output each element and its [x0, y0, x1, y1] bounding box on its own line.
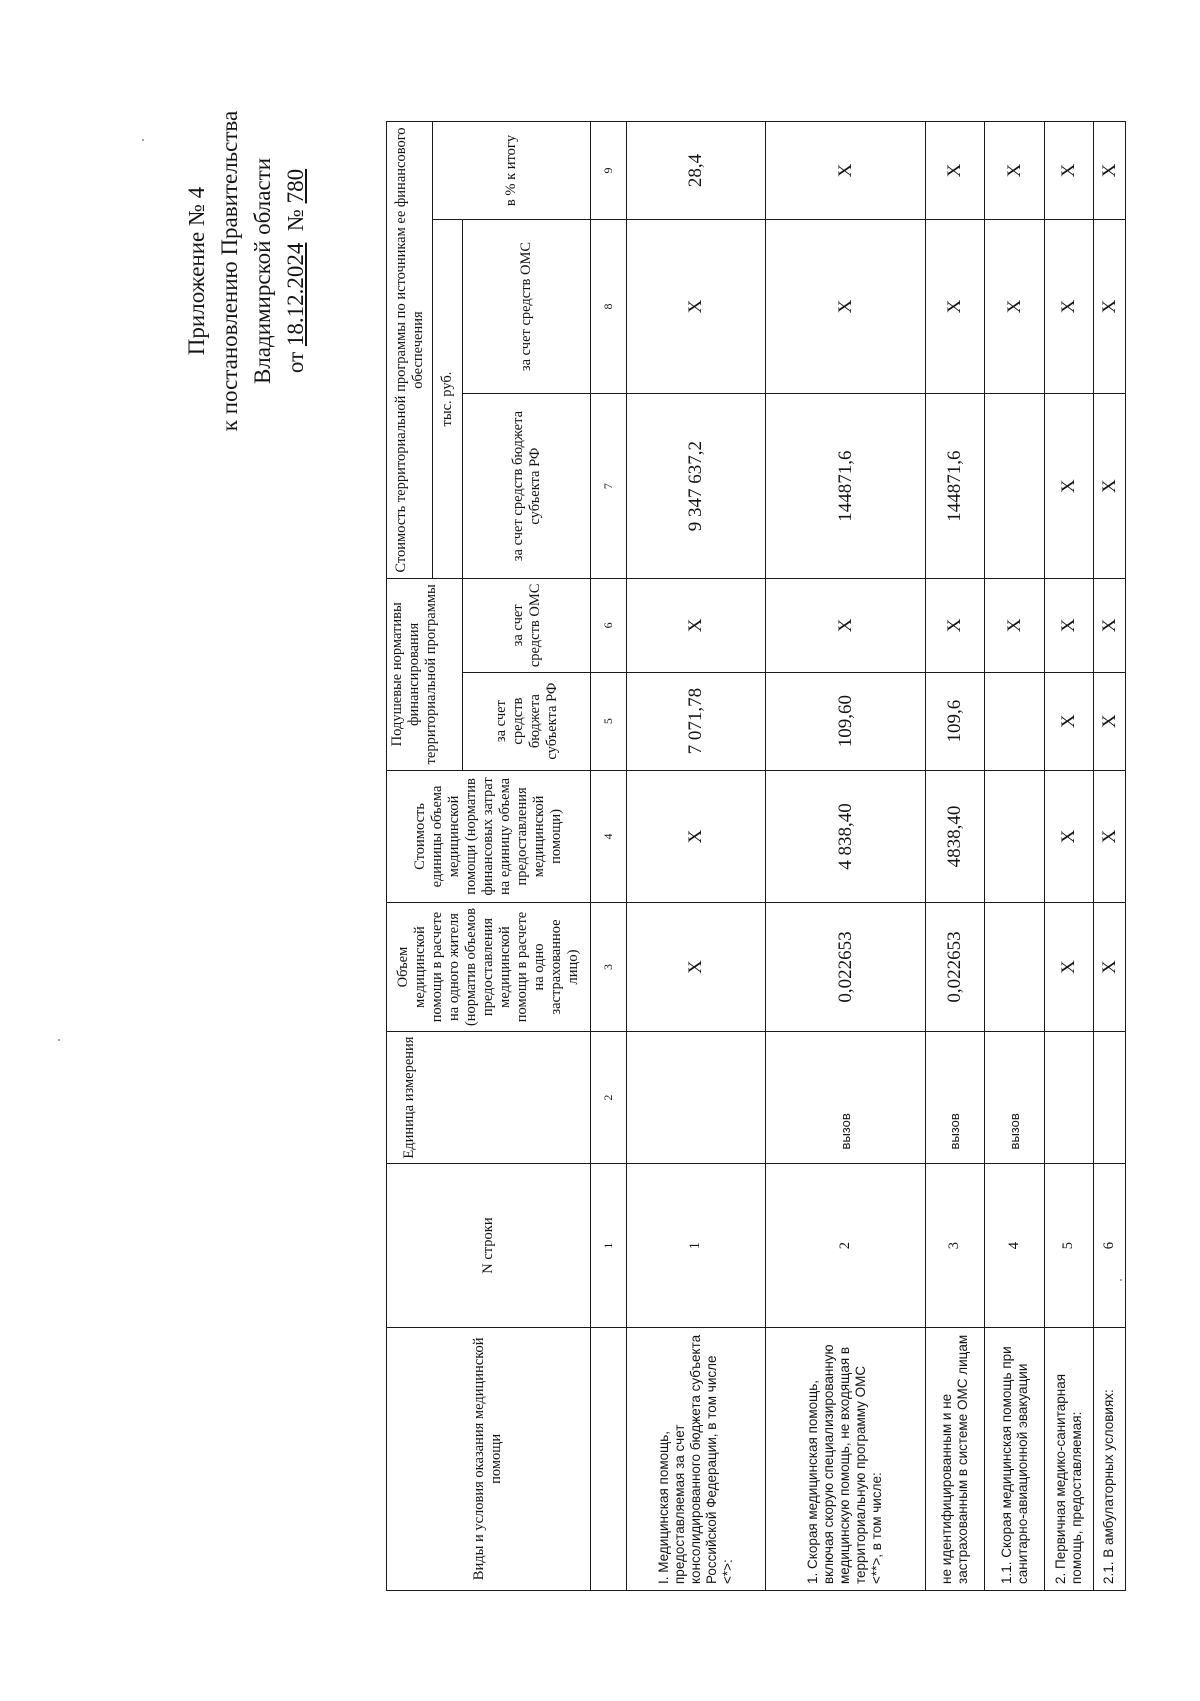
col-header-cost-oms: за счет средств ОМС	[463, 220, 590, 394]
row-per-capita-oms: X	[626, 579, 765, 673]
row-unit-cost: 4838,40	[925, 770, 985, 903]
row-cost-budget	[985, 394, 1045, 579]
table-row	[925, 122, 985, 1591]
row-number: 4	[985, 1164, 1045, 1327]
row-cost-budget: 144871,6	[925, 394, 985, 579]
col-header-thousand-rub: тыс. руб.	[432, 220, 463, 579]
col-header-row-number: N строки	[387, 1164, 591, 1327]
row-unit	[1044, 1031, 1093, 1164]
row-number: 6	[1093, 1164, 1125, 1327]
row-cost-oms: X	[925, 220, 985, 394]
row-number: 1	[626, 1164, 765, 1327]
document-header	[180, 11, 312, 531]
table-row	[1093, 122, 1125, 1591]
col-header-kind: Виды и условия оказания медицинской помощи	[387, 1327, 591, 1590]
row-percent: X	[1044, 122, 1093, 220]
row-percent: X	[765, 122, 925, 220]
row-per-capita-budget: 109,6	[925, 672, 985, 770]
col-header-unit-cost: Стоимость единицы объема медицинской помощи (норматив финансовых затрат на единицу объема предоставления медицинской помощи)	[387, 770, 591, 903]
row-unit: вызов	[985, 1031, 1045, 1164]
column-number: 7	[590, 394, 626, 579]
row-name: не идентифицированным и не застрахованным в системе ОМС лицам	[925, 1327, 985, 1590]
row-per-capita-oms: X	[1093, 579, 1125, 673]
row-unit	[626, 1031, 765, 1164]
row-volume: X	[1093, 903, 1125, 1031]
row-unit: вызов	[765, 1031, 925, 1164]
table-row	[626, 122, 765, 1591]
row-unit-cost	[985, 770, 1045, 903]
row-per-capita-budget	[985, 672, 1045, 770]
row-unit-cost: X	[1044, 770, 1093, 903]
row-volume	[985, 903, 1045, 1031]
scan-speck	[58, 1039, 60, 1041]
program-cost-table	[386, 121, 1126, 1591]
row-volume: X	[1044, 903, 1093, 1031]
row-percent: X	[1093, 122, 1125, 220]
column-number: 6	[590, 579, 626, 673]
row-cost-budget: X	[1044, 394, 1093, 579]
col-header-per-capita: Подушевые нормативы финансирования территориальной программы	[387, 579, 463, 771]
resolution-reference: к постановлению Правительства	[217, 110, 242, 432]
table-row	[765, 122, 925, 1591]
col-header-unit: Единица измерения	[387, 1031, 591, 1164]
row-cost-budget: 9 347 637,2	[626, 394, 765, 579]
column-number-row	[590, 122, 626, 1591]
row-percent: X	[985, 122, 1045, 220]
row-number: 5	[1044, 1164, 1093, 1327]
column-number: 9	[590, 122, 626, 220]
row-cost-budget: X	[1093, 394, 1125, 579]
column-number-blank	[590, 1327, 626, 1590]
col-header-per-capita-oms: за счет средств ОМС	[463, 579, 590, 673]
row-percent: 28,4	[626, 122, 765, 220]
col-header-cost: Стоимость территориальной программы по источникам ее финансового обеспечения	[387, 122, 433, 579]
row-number: 2	[765, 1164, 925, 1327]
column-number: 8	[590, 220, 626, 394]
header-row-1	[387, 122, 433, 1591]
row-unit: вызов	[925, 1031, 985, 1164]
row-name: 2.1. В амбулаторных условиях:	[1093, 1327, 1125, 1590]
row-name: I. Медицинская помощь, предоставляемая за счет консолидированного бюджета субъекта Российской Федерации, в том числе <*>:	[626, 1327, 765, 1590]
row-name: 1.1. Скорая медицинская помощь при санитарно-авиационной эвакуации	[985, 1327, 1045, 1590]
resolution-date-line	[279, 11, 312, 531]
row-per-capita-oms: X	[985, 579, 1045, 673]
row-unit-cost: X	[1093, 770, 1125, 903]
col-header-per-capita-budget: за счет средств бюджета субъекта РФ	[463, 672, 590, 770]
column-number: 2	[590, 1031, 626, 1164]
row-cost-oms: X	[1044, 220, 1093, 394]
table-body	[626, 122, 1125, 1591]
row-per-capita-budget: 109,60	[765, 672, 925, 770]
column-number: 4	[590, 770, 626, 903]
scan-speck	[1120, 1279, 1122, 1281]
column-number: 1	[590, 1164, 626, 1327]
row-unit-cost: 4 838,40	[765, 770, 925, 903]
resolution-number: 780	[283, 168, 308, 204]
row-name: 2. Первичная медико-санитарная помощь, предоставляемая:	[1044, 1327, 1093, 1590]
col-header-percent: в % к итогу	[432, 122, 590, 220]
number-label: №	[283, 209, 308, 232]
resolution-date: 18.12.2024	[283, 242, 308, 347]
col-header-cost-budget: за счет средств бюджета субъекта РФ	[463, 394, 590, 579]
row-cost-oms: X	[1093, 220, 1125, 394]
row-cost-oms: X	[985, 220, 1045, 394]
row-percent: X	[925, 122, 985, 220]
row-unit	[1093, 1031, 1125, 1164]
row-cost-oms: X	[765, 220, 925, 394]
row-volume: X	[626, 903, 765, 1031]
col-header-volume: Объем медицинской помощи в расчете на одного жителя (норматив объемов предоставления медицинской помощи в расчете на одно застрахованное лицо)	[387, 903, 591, 1031]
row-per-capita-budget: X	[1044, 672, 1093, 770]
table-row	[985, 122, 1045, 1591]
table-row	[1044, 122, 1093, 1591]
row-per-capita-oms: X	[925, 579, 985, 673]
row-per-capita-oms: X	[765, 579, 925, 673]
column-number: 5	[590, 672, 626, 770]
row-per-capita-oms: X	[1044, 579, 1093, 673]
appendix-title: Приложение № 4	[184, 186, 209, 356]
row-volume: 0,022653	[765, 903, 925, 1031]
row-per-capita-budget: X	[1093, 672, 1125, 770]
column-number: 3	[590, 903, 626, 1031]
row-cost-budget: 144871,6	[765, 394, 925, 579]
row-volume: 0,022653	[925, 903, 985, 1031]
row-cost-oms: X	[626, 220, 765, 394]
row-per-capita-budget: 7 071,78	[626, 672, 765, 770]
region-name: Владимирской области	[250, 157, 275, 385]
scan-speck	[142, 139, 144, 141]
row-unit-cost: X	[626, 770, 765, 903]
from-label: от	[283, 351, 308, 374]
row-number: 3	[925, 1164, 985, 1327]
row-name: 1. Скорая медицинская помощь, включая скорую специализированную медицинскую помощь, не входящая в территориальную программу ОМС <**>, в том числе:	[765, 1327, 925, 1590]
